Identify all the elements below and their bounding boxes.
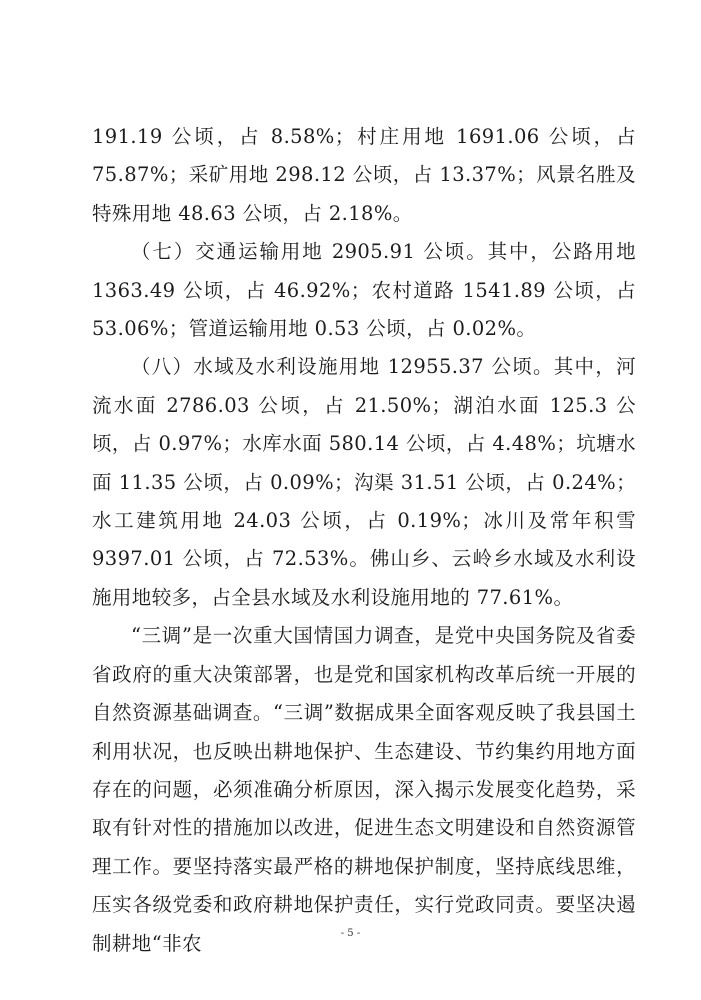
page-number: - 5 - <box>340 928 361 939</box>
paragraph-continued: 191.19 公顷，占 8.58%；村庄用地 1691.06 公顷，占 75.87%；采矿用地 298.12 公顷，占 13.37%；风景名胜及特殊用地 48.63 公顷，占 2.18%。 <box>92 125 636 225</box>
paragraph-transport-land: （七）交通运输用地 2905.91 公顷。其中，公路用地 1363.49 公顷，占 46.92%；农村道路 1541.89 公顷，占 53.06%；管道运输用地 0.53 公顷，占 0.02%。 <box>92 240 636 341</box>
paragraph-water-land: （八）水域及水利设施用地 12955.37 公顷。其中，河流水面 2786.03 公顷，占 21.50%；湖泊水面 125.3 公顷，占 0.97%；水库水面 580.14 公顷，占 4.48%；坑塘水面 11.35 公顷，占 0.09%；沟渠 31.51 公顷，占 0.24%；水工建筑用地 24.03 公顷，占 0.19%；冰川及常年积雪 9397.01 公顷，占 72.53%。佛山乡、云岭乡水域及水利设施用地较多，占全县水域及水利设施用地的 77.61%。 <box>92 355 636 609</box>
body-text <box>92 118 636 963</box>
paragraph-third-survey: “三调”是一次重大国情国力调查，是党中央国务院及省委省政府的重大决策部署，也是党和国家机构改革后统一开展的自然资源基础调查。“三调”数据成果全面客观反映了我县国土利用状况，也反映出耕地保护、生态建设、节约集约用地方面存在的问题，必须准确分析原因，深入揭示发展变化趋势，采取有针对性的措施加以改进，促进生态文明建设和自然资源管理工作。要坚持落实最严格的耕地保护制度，坚持底线思维，压实各级党委和政府耕地保护责任，实行党政同责。要坚决遏制耕地“非农 <box>92 624 636 955</box>
